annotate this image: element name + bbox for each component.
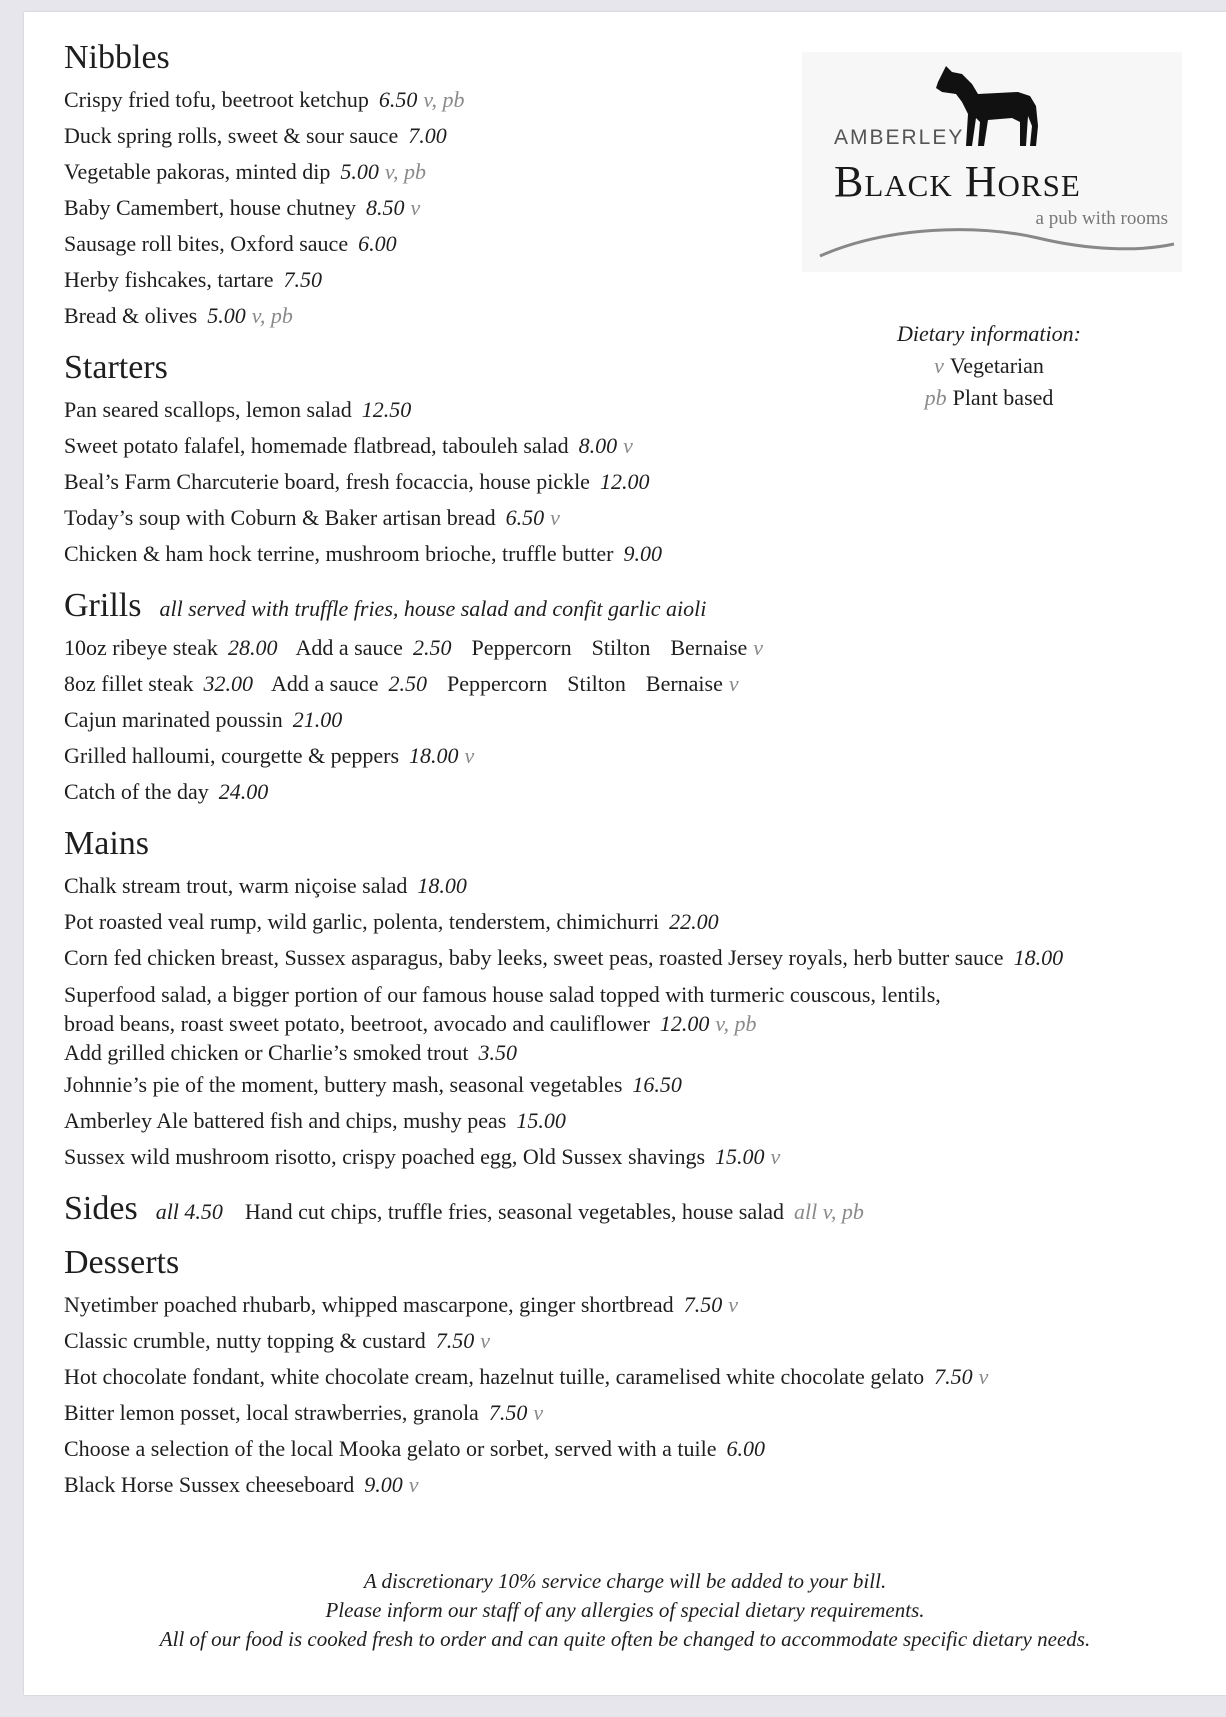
item-name: Beal’s Farm Charcuterie board, fresh focaccia, house pickle [64,469,590,494]
menu-item [64,1287,1214,1323]
item-addon [64,1038,1214,1067]
item-price: 15.00 [516,1108,566,1133]
item-name: Pan seared scallops, lemon salad [64,397,352,422]
item-name: Amberley Ale battered fish and chips, mushy peas [64,1108,507,1133]
menu-item [64,500,1214,536]
item-price: 9.00 [364,1472,403,1497]
item-sublist [64,702,1214,810]
menu-item [64,262,1214,298]
menu-item [64,298,1214,334]
sides-items: Hand cut chips, truffle fries, seasonal vegetables, house salad [244,1199,784,1224]
section-heading: Grills [64,587,142,624]
item-name: Choose a selection of the local Mooka gelato or sorbet, served with a tuile [64,1436,717,1461]
section-desserts [64,1243,1214,1503]
section-heading: Desserts [64,1244,180,1281]
footer-line: Please inform our staff of any allergies of special dietary requirements. [325,1598,925,1622]
item-price: 12.00 [599,469,650,494]
item-price: 8.00 [578,433,618,458]
logo-black-horse-text: Black Horse [834,157,1081,206]
dietary-abbr: pb [924,385,947,410]
item-price: 5.00 [207,303,246,328]
item-price: 7.50 [283,267,323,292]
item-name-cont [64,1009,1214,1038]
menu-item [64,226,1214,262]
menu-item [64,940,1214,976]
item-name: Hot chocolate fondant, white chocolate cream, hazelnut tuille, caramelised white chocolate gelato [64,1364,925,1389]
item-list [64,82,1214,334]
menu-item [64,464,1214,500]
footer-notes [24,1567,1226,1654]
menu-item [64,392,1214,428]
item-price: 22.00 [669,909,719,934]
menu-item [64,1103,1214,1139]
dietary-tag: v [728,1292,738,1317]
item-name: Crispy fried tofu, beetroot ketchup [64,87,369,112]
item-name: Duck spring rolls, sweet & sour sauce [64,123,399,148]
item-name: Baby Camembert, house chutney [64,195,357,220]
item-price: 6.00 [726,1436,765,1461]
dietary-tag: v [978,1364,989,1389]
menu-item [64,702,1214,738]
item-price: 8.50 [366,195,405,220]
item-name: Catch of the day [64,779,209,804]
logo-amberley: AMBERLEY [834,126,965,149]
dietary-tag: v [770,1144,781,1169]
menu-item [64,190,1214,226]
menu-item [64,666,1214,702]
dietary-tag: v [623,433,633,458]
item-sublist [64,868,1214,976]
section-grills [64,586,1214,810]
item-name: Herby fishcakes, tartare [64,267,274,292]
menu-item [64,976,1214,1067]
dietary-tag: all v, pb [793,1199,864,1224]
item-name: Cajun marinated poussin [64,707,283,732]
dietary-tag: v [480,1328,490,1353]
item-price: 28.00 [227,635,278,660]
addon-price: 3.50 [478,1040,517,1065]
menu-item [64,118,1214,154]
item-list [64,868,1214,1175]
item-price: 21.00 [292,707,343,732]
dietary-tag: v [753,635,764,660]
item-list [64,1287,1214,1503]
section-heading: Mains [64,825,149,862]
item-name: Superfood salad, a bigger portion of our famous house salad topped with turmeric couscous, lentils, [64,982,941,1007]
menu-item [64,1139,1214,1175]
menu-item [64,1467,1214,1503]
item-name: Black Horse Sussex cheeseboard [64,1472,355,1497]
menu-item [64,1323,1214,1359]
item-price: 6.00 [358,231,397,256]
item-name: 8oz fillet steak [64,671,194,696]
menu-item [64,154,1214,190]
section-nibbles [64,38,1214,334]
sauce-option: Stilton [591,635,651,660]
sauce-label: Add a sauce [271,671,379,696]
item-list [64,630,1214,810]
section-heading: Sides [64,1190,138,1227]
item-price: 18.00 [409,743,459,768]
dietary-tag: v, pb [423,87,465,112]
dietary-abbr: v [934,353,944,378]
item-sublist [64,1067,1214,1175]
menu-item [64,738,1214,774]
dietary-tag: v [728,671,739,696]
item-name: Bitter lemon posset, local strawberries, granola [64,1400,479,1425]
item-name: Vegetable pakoras, minted dip [64,159,331,184]
section-heading: Starters [64,349,168,386]
item-price: 7.50 [435,1328,475,1353]
item-price: 32.00 [203,671,254,696]
menu-page [24,12,1226,1695]
item-price: 7.50 [934,1364,973,1389]
section-mains [64,824,1214,1175]
sauce-label: Add a sauce [295,635,403,660]
item-name: Sweet potato falafel, homemade flatbread, tabouleh salad [64,433,569,458]
dietary-tag: v [408,1472,419,1497]
item-price: 12.50 [361,397,412,422]
item-list [64,392,1214,572]
sauce-option: Peppercorn [447,671,548,696]
menu-item [64,1395,1214,1431]
sauce-price: 2.50 [412,635,452,660]
item-name: Pot roasted veal rump, wild garlic, polenta, tenderstem, chimichurri [64,909,660,934]
footer-line: All of our food is cooked fresh to order and can quite often be changed to accommodate specific dietary needs. [159,1627,1091,1651]
dietary-tag: v, pb [251,303,293,328]
dietary-title: Dietary information: [897,321,1081,346]
section-sides [64,1189,1214,1229]
item-price: 12.00 [659,1011,710,1036]
item-name: Today’s soup with Coburn & Baker artisan bread [64,505,496,530]
item-name: Chalk stream trout, warm niçoise salad [64,873,408,898]
item-name-line2: broad beans, roast sweet potato, beetroot, avocado and cauliflower [64,1011,650,1036]
item-price: 18.00 [1013,945,1064,970]
dietary-tag: v [464,743,475,768]
dietary-tag: v, pb [715,1011,757,1036]
item-name: 10oz ribeye steak [64,635,218,660]
item-price: 7.50 [488,1400,528,1425]
section-heading: Nibbles [64,39,170,76]
sides-price: all 4.50 [155,1199,223,1224]
dietary-tag: v [550,505,560,530]
menu-item [64,1431,1214,1467]
sauce-option: Bernaise [645,671,723,696]
menu-item [64,1067,1214,1103]
item-price: 7.50 [683,1292,723,1317]
item-name: Nyetimber poached rhubarb, whipped mascarpone, ginger shortbread [64,1292,674,1317]
menu-item [64,774,1214,810]
dietary-tag: v [533,1400,544,1425]
sauce-price: 2.50 [388,671,428,696]
item-price: 15.00 [715,1144,765,1169]
item-name: Classic crumble, nutty topping & custard [64,1328,426,1353]
item-name: Sausage roll bites, Oxford sauce [64,231,349,256]
section-note: all served with truffle fries, house salad and confit garlic aioli [159,596,707,621]
item-price: 9.00 [623,541,662,566]
menu-item [64,1359,1214,1395]
item-name: Bread & olives [64,303,198,328]
item-price: 7.00 [408,123,447,148]
menu-item [64,82,1214,118]
item-price: 18.00 [417,873,467,898]
item-name: Chicken & ham hock terrine, mushroom brioche, truffle butter [64,541,614,566]
item-price: 5.00 [340,159,379,184]
menu-body [64,38,1214,1503]
item-name: Grilled halloumi, courgette & peppers [64,743,400,768]
sauce-option: Peppercorn [471,635,572,660]
item-price: 6.50 [378,87,418,112]
dietary-tag: v [410,195,421,220]
dietary-tag: v, pb [384,159,427,184]
menu-item [64,536,1214,572]
footer-line: A discretionary 10% service charge will be added to your bill. [363,1569,887,1593]
item-price: 16.50 [632,1072,682,1097]
sauce-option: Bernaise [670,635,748,660]
dietary-label: Vegetarian [949,353,1044,378]
menu-item [64,904,1214,940]
logo-tagline: a pub with rooms [1035,208,1168,229]
item-price: 6.50 [505,505,545,530]
menu-item [64,868,1214,904]
item-name: Corn fed chicken breast, Sussex asparagus, baby leeks, sweet peas, roasted Jersey royals, herb butter sauce [64,945,1004,970]
dietary-label: Plant based [952,385,1054,410]
menu-item [64,630,1214,666]
item-price: 24.00 [218,779,269,804]
sauce-option: Stilton [567,671,626,696]
item-name: Johnnie’s pie of the moment, buttery mash, seasonal vegetables [64,1072,623,1097]
item-name: Sussex wild mushroom risotto, crispy poached egg, Old Sussex shavings [64,1144,706,1169]
menu-item [64,428,1214,464]
section-starters [64,348,1214,572]
addon-name: Add grilled chicken or Charlie’s smoked trout [64,1040,469,1065]
